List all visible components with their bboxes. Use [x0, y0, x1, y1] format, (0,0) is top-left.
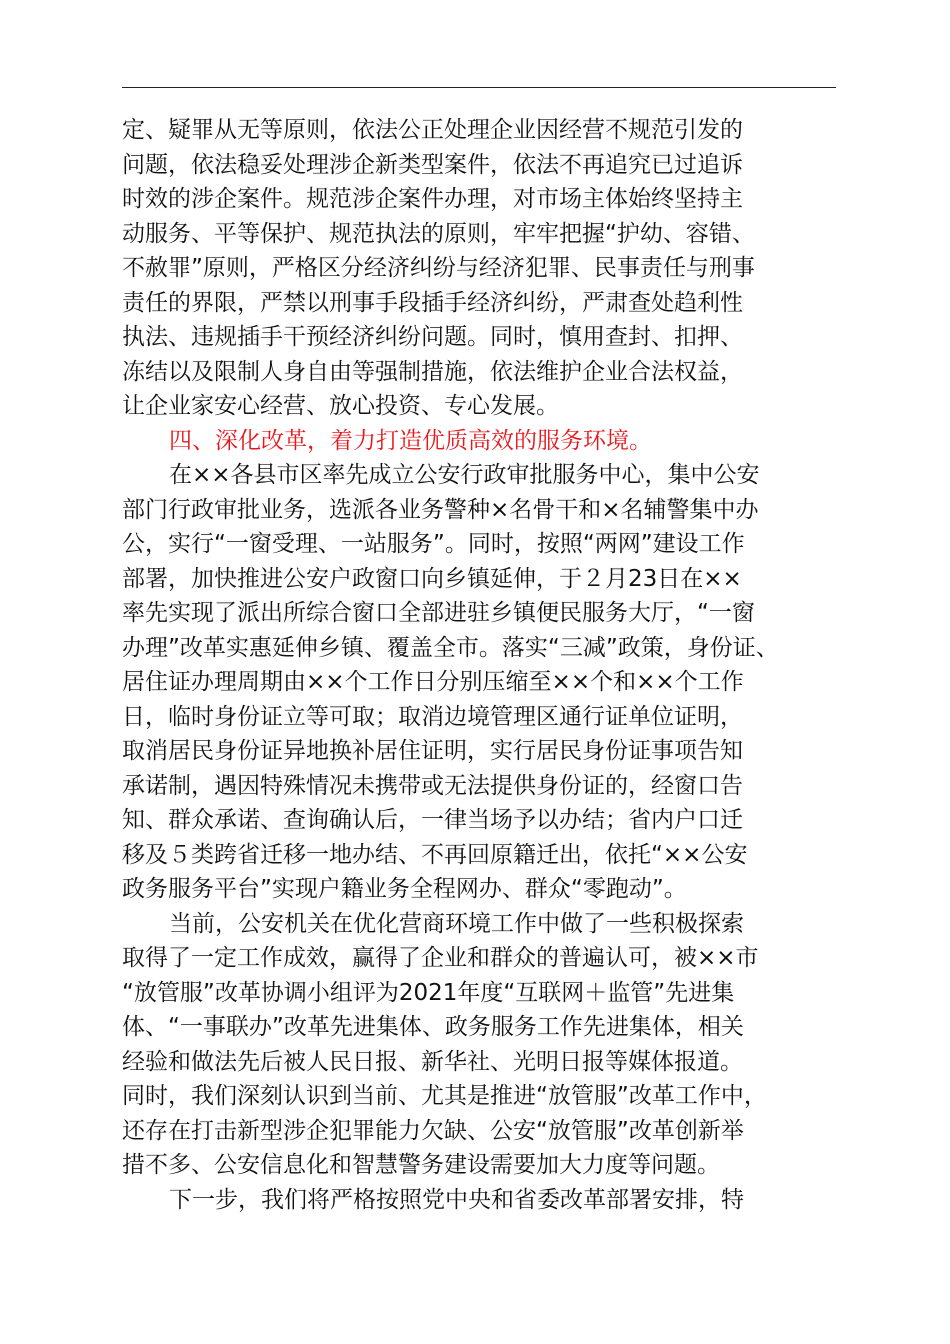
text-line: 问题，依法稳妥处理涉企新类型案件，依法不再追究已过追诉 [122, 151, 743, 178]
text-line: 动服务、平等保护、规范执法的原则，牢牢把握“护幼、容错、 [122, 220, 755, 247]
text-line: 居住证办理周期由××个工作日分别压缩至××个和××个工作 [122, 669, 744, 695]
section-heading: 四、深化改革，着力打造优质高效的服务环境。 [169, 427, 652, 454]
text-line: 责任的界限，严禁以刑事手段插手经济纠纷，严肃查处趋利性 [122, 289, 743, 316]
text-line: 体、“一事联办”改革先进集体、政务服务工作先进集体，相关 [122, 1014, 744, 1040]
text-line: 移及５类跨省迁移一地办结、不再回原籍迁出，依托“××公安 [122, 841, 748, 868]
text-line: 冻结以及限制人身自由等强制措施，依法维护企业合法权益， [122, 358, 743, 385]
header-rule [122, 87, 836, 88]
text-line: 公，实行“一窗受理、一站服务”。同时，按照“两网”建设工作 [122, 531, 745, 557]
text-line: 办理”改革实惠延伸乡镇、覆盖全市。落实“三减”政策，身份证、 [122, 634, 779, 661]
text-line: 取消居民身份证异地换补居住证明，实行居民身份证事项告知 [122, 738, 743, 764]
text-line: “放管服”改革协调小组评为2021年度“互联网＋监管”先进集 [122, 979, 735, 1006]
text-line: 政务服务平台”实现户籍业务全程网办、群众“零跑动”。 [122, 876, 687, 902]
text-line: 率先实现了派出所综合窗口全部进驻乡镇便民服务大厅，“一窗 [122, 600, 755, 626]
text-line: 同时，我们深刻认识到当前、尤其是推进“放管服”改革工作中， [122, 1083, 767, 1109]
text-line: 承诺制，遇因特殊情况未携带或无法提供身份证的，经窗口告 [122, 772, 743, 799]
text-line: 经验和做法先后被人民日报、新华社、光明日报等媒体报道。 [122, 1048, 743, 1075]
text-line: 日，临时身份证立等可取；取消边境管理区通行证单位证明， [122, 703, 743, 730]
text-line: 部门行政审批业务，选派各业务警种×名骨干和×名辅警集中办 [122, 496, 759, 523]
text-line: 措不多、公安信息化和智慧警务建设需要加大力度等问题。 [122, 1152, 720, 1178]
text-line: 还存在打击新型涉企犯罪能力欠缺、公安“放管服”改革创新举 [122, 1117, 744, 1144]
text-line: 时效的涉企案件。规范涉企案件办理，对市场主体始终坚持主 [122, 186, 743, 212]
text-line: 知、群众承诺、查询确认后，一律当场予以办结；省内户口迁 [122, 807, 743, 833]
paragraph-first-line: 下一步，我们将严格按照党中央和省委改革部署安排，特 [169, 1186, 744, 1213]
text-line: 不赦罪”原则，严格区分经济纠纷与经济犯罪、民事责任与刑事 [122, 255, 755, 281]
text-line: 执法、违规插手干预经济纠纷问题。同时，慎用查封、扣押、 [122, 324, 743, 350]
text-line: 取得了一定工作成效，赢得了企业和群众的普遍认可，被××市 [122, 945, 759, 971]
text-line: 定、疑罪从无等原则，依法公正处理企业因经营不规范引发的 [122, 117, 743, 143]
paragraph-first-line: 在××各县市区率先成立公安行政审批服务中心，集中公安 [169, 462, 760, 488]
paragraph-first-line: 当前，公安机关在优化营商环境工作中做了一些积极探索 [169, 910, 744, 937]
text-line: 让企业家安心经营、放心投资、专心发展。 [122, 393, 559, 419]
document-body [122, 113, 842, 1217]
text-line: 部署，加快推进公安户政窗口向乡镇延伸，于２月23日在×× [122, 565, 742, 592]
